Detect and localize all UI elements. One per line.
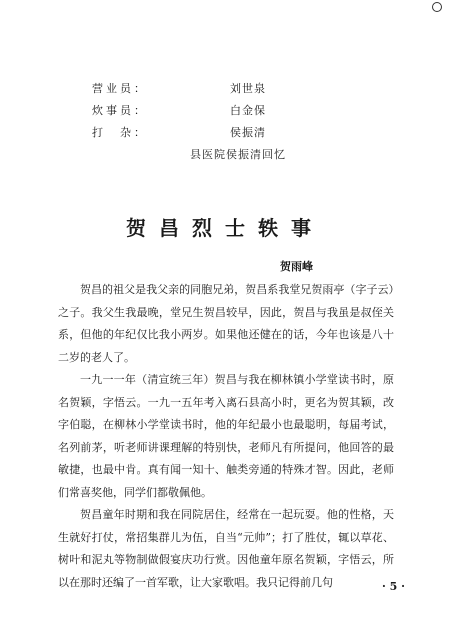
page-number: · 5 · [382, 580, 405, 593]
article-title: 贺昌烈士轶事 [126, 216, 324, 240]
staff-role: 炊事员： [92, 104, 148, 117]
source-attribution: 县医院侯振清回忆 [190, 148, 286, 161]
corner-mark-icon [432, 2, 442, 12]
staff-role: 打 杂： [92, 126, 148, 139]
paragraph: 一九一一年（清宣统三年）贺昌与我在柳林镇小学堂读书时，原名贺颖，字悟云。一九一五年考入离石县高小时，更名为贺其颖，改字伯聪，在柳林小学堂读书时，他的年纪最小也最聪明，每届考试，名列前茅，听老师讲课理解的特别快，老师凡有所提问，他回答的最敏捷，也最中肯。真有闻一知十、触类旁通的特殊才智。因此，老师们常喜奖他，同学们都敬佩他。 [58, 373, 394, 499]
staff-name: 白金保 [230, 104, 266, 117]
author-name: 贺雨峰 [280, 260, 313, 273]
article-body [58, 279, 394, 594]
staff-name: 刘世泉 [230, 82, 266, 95]
paragraph: 贺昌的祖父是我父亲的同胞兄弟，贺昌系我堂兄贺雨亭（字子云）之子。我父生我最晚，堂兄生贺昌较早，因此，贺昌与我虽是叔侄关系，但他的年纪仅比我小两岁。如果他还健在的话，今年也该是八十二岁的老人了。 [58, 283, 394, 364]
paragraph: 贺昌童年时期和我在同院居住，经常在一起玩耍。他的性格，天生就好打仗，常招集群儿为伍，自当“元帅”；打了胜仗，辄以草花、树叶和泥丸等物制做假宴庆功行赏。因他童年原名贺颖，字悟云，所以在那时还编了一首军歌，让大家歌唱。我只记得前几句 [58, 508, 394, 589]
staff-name: 侯振清 [230, 126, 266, 139]
staff-role: 营业员： [92, 82, 148, 95]
